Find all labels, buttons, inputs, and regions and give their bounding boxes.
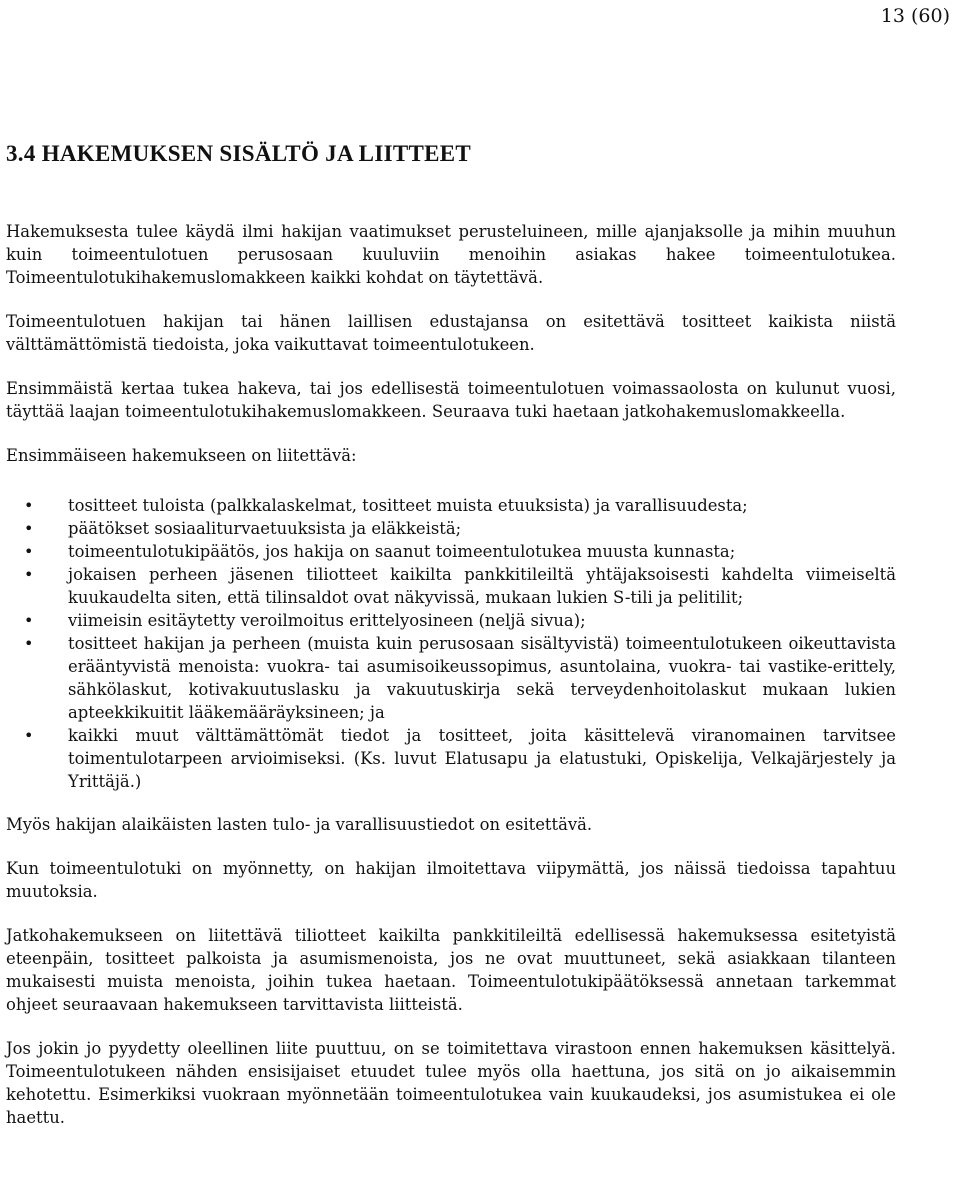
list-item [6,724,896,793]
list-item [6,563,896,609]
section-heading: 3.4 HAKEMUKSEN SISÄLTÖ JA LIITTEET [6,141,472,166]
bullet-icon: • [24,542,34,561]
paragraph-application-content: Hakemuksesta tulee käydä ilmi hakijan vaatimukset perusteluineen, mille ajanjaksolle ja mihin muuhun kuin toimeentulotuen perusosaan kuuluviin menoihin asiakas hakee toimeentulotukea. Toimeentulotukihakemuslomakkeen kaikki kohdat on täytettävä. [6,222,896,287]
list-item [6,632,896,724]
paragraph-attachments-intro: Ensimmäiseen hakemukseen on liitettävä: [6,446,357,465]
list-item-text: kaikki muut välttämättömät tiedot ja tositteet, joita käsittelevä viranomainen tarvitsee toimentulotarpeen arvioimiseksi. (Ks. luvut Elatusapu ja elatustuki, Opiskelija, Velkajärjestely ja Yrittäjä.) [68,726,896,791]
bullet-icon: • [24,519,34,538]
list-item-text: tositteet tuloista (palkkalaskelmat, tositteet muista etuuksista) ja varallisuudesta; [68,496,748,515]
list-item [6,494,896,517]
bullet-icon: • [24,726,34,745]
page-number: 13 (60) [880,5,950,27]
list-item [6,517,896,540]
list-item-text: jokaisen perheen jäsenen tiliotteet kaikilta pankkitileiltä yhtäjaksoisesti kahdelta viimeiseltä kuukaudelta siten, että tilinsaldot ovat näkyvissä, mukaan lukien S-tili ja pelitilit; [68,565,896,607]
document-body [6,140,896,1150]
list-item-text: toimeentulotukipäätös, jos hakija on saanut toimeentulotukea muusta kunnasta; [68,542,736,561]
list-item-text: tositteet hakijan ja perheen (muista kuin perusosaan sisältyvistä) toimeentulotukeen oikeuttavista erääntyvistä menoista: vuokra- tai asumisoikeussopimus, asuntolaina, vuokra- tai vastike-erittely, sähkölaskut, kotivakuutuslasku ja vakuutuskirja sekä terveydenhoitolaskut mukaan lukien apteekkikuitit lääkemääräyksineen; ja [68,634,896,722]
paragraph-missing-attachment: Jos jokin jo pyydetty oleellinen liite puuttuu, on se toimitettava virastoon ennen hakemuksen käsittelyä. Toimeentulotukeen nähden ensisijaiset etuudet tulee myös olla haettuna, jos sitä on jo aikaisemmin kehotettu. Esimerkiksi vuokraan myönnetään toimeentulotukea vain kuukaudeksi, jos asumistukea ei ole haettu. [6,1039,896,1127]
paragraph-receipts-required: Toimeentulotuen hakijan tai hänen laillisen edustajansa on esitettävä tositteet kaikista niistä välttämättömistä tiedoista, joka vaikuttavat toimeentulotukeen. [6,312,896,354]
paragraph-children-income: Myös hakijan alaikäisten lasten tulo- ja varallisuustiedot on esitettävä. [6,815,593,834]
bullet-icon: • [24,496,34,515]
attachments-list [6,494,896,793]
list-item [6,609,896,632]
bullet-icon: • [24,611,34,630]
paragraph-first-application: Ensimmäistä kertaa tukea hakeva, tai jos edellisestä toimeentulotuen voimassaolosta on kulunut vuosi, täyttää laajan toimeentulotukihakemuslomakkeen. Seuraava tuki haetaan jatkohakemuslomakkeella. [6,379,896,421]
bullet-icon: • [24,565,34,584]
list-item [6,540,896,563]
list-item-text: päätökset sosiaaliturvaetuuksista ja eläkkeistä; [68,519,462,538]
paragraph-continuation-application: Jatkohakemukseen on liitettävä tiliotteet kaikilta pankkitileiltä edellisessä hakemuksessa esitetyistä eteenpäin, tositteet palkoista ja asumismenoista, jos ne ovat muuttuneet, sekä asiakkaan tilanteen mukaisesti muista menoista, joihin tukea haetaan. Toimeentulotukipäätöksessä annetaan tarkemmat ohjeet seuraavaan hakemukseen tarvittavista liitteistä. [6,926,896,1014]
list-item-text: viimeisin esitäytetty veroilmoitus erittelyosineen (neljä sivua); [68,611,586,630]
paragraph-report-changes: Kun toimeentulotuki on myönnetty, on hakijan ilmoitettava viipymättä, jos näissä tiedoissa tapahtuu muutoksia. [6,859,896,901]
bullet-icon: • [24,634,34,653]
